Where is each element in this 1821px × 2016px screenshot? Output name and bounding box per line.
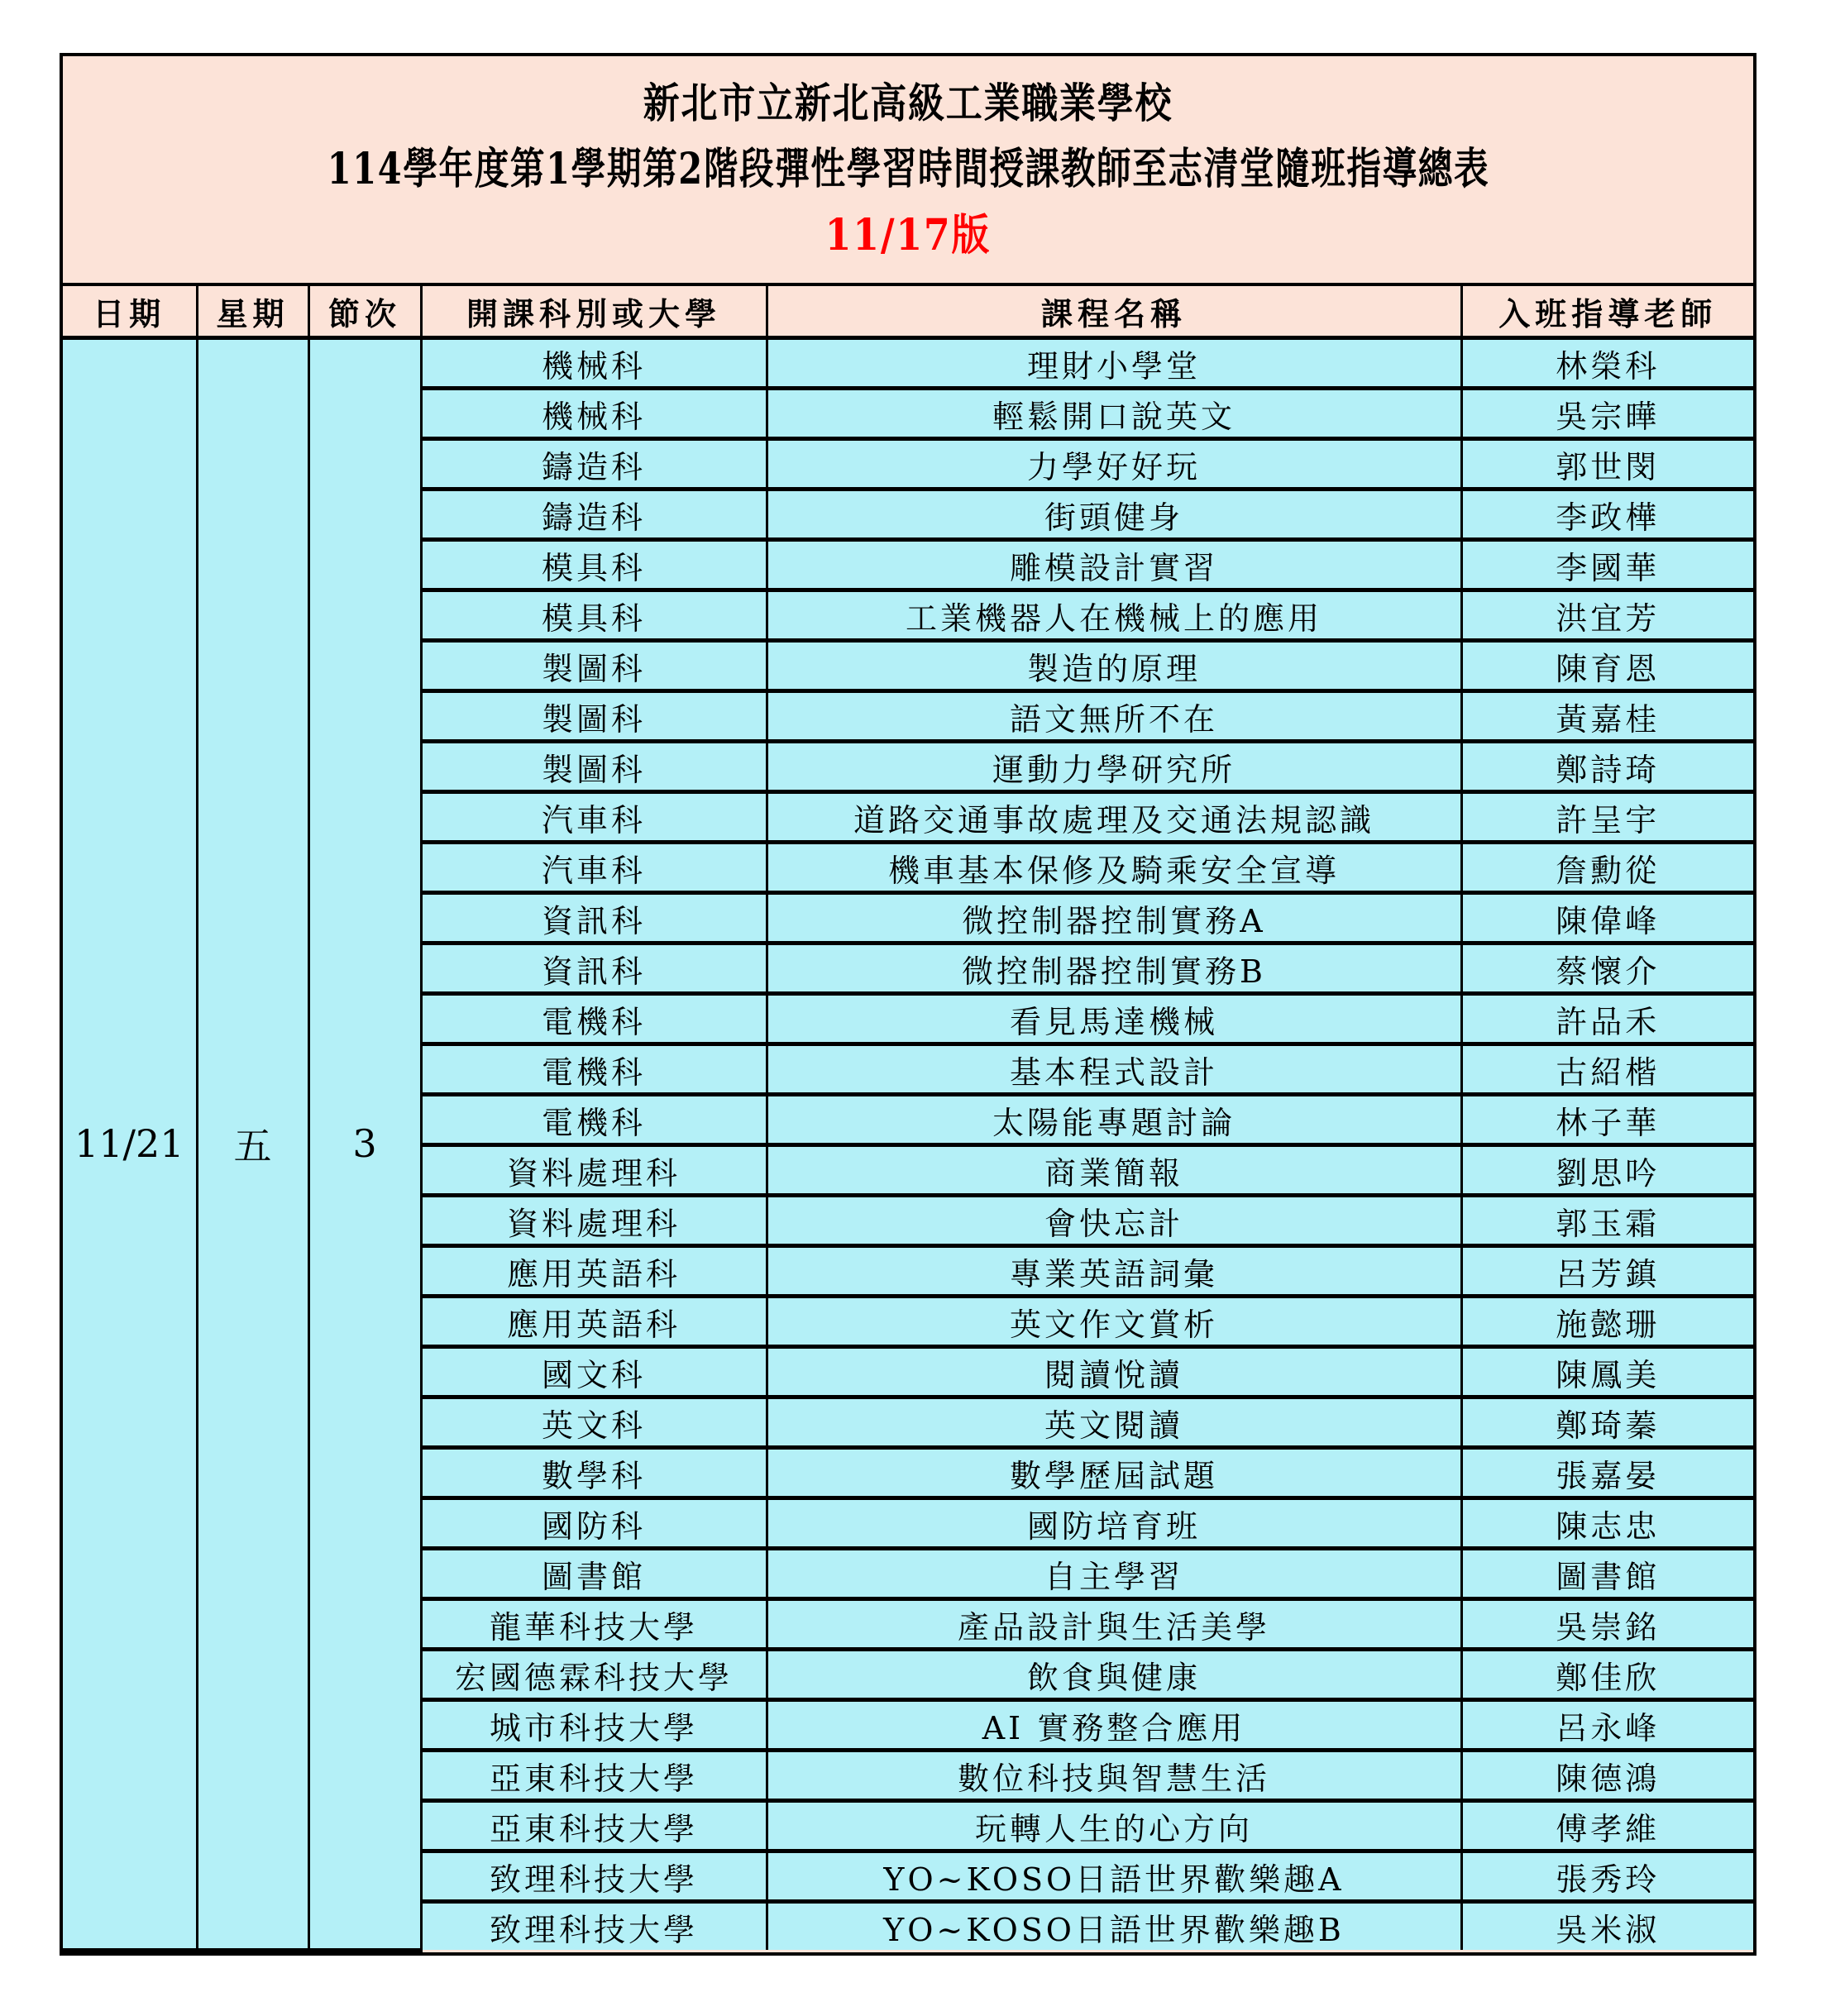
course-cell: 英文閱讀 xyxy=(767,1397,1461,1448)
department-cell: 應用英語科 xyxy=(421,1297,767,1347)
department-cell: 電機科 xyxy=(421,1044,767,1095)
teacher-cell: 施懿珊 xyxy=(1461,1297,1753,1347)
department-cell: 鑄造科 xyxy=(421,439,767,490)
teacher-cell: 吳宗曄 xyxy=(1461,389,1753,439)
table-row xyxy=(63,338,1753,389)
column-header-date: 日期 xyxy=(63,286,197,338)
department-cell: 模具科 xyxy=(421,590,767,641)
course-cell: 英文作文賞析 xyxy=(767,1297,1461,1347)
teacher-cell: 呂永峰 xyxy=(1461,1700,1753,1751)
teacher-cell: 林榮科 xyxy=(1461,338,1753,389)
department-cell: 機械科 xyxy=(421,338,767,389)
course-cell: 製造的原理 xyxy=(767,641,1461,691)
department-cell: 模具科 xyxy=(421,540,767,590)
course-cell: 力學好好玩 xyxy=(767,439,1461,490)
course-cell: 產品設計與生活美學 xyxy=(767,1599,1461,1650)
department-cell: 致理科技大學 xyxy=(421,1902,767,1951)
teacher-cell: 李政樺 xyxy=(1461,490,1753,540)
department-cell: 亞東科技大學 xyxy=(421,1801,767,1851)
department-cell: 汽車科 xyxy=(421,843,767,893)
department-cell: 資訊科 xyxy=(421,893,767,944)
department-cell: 數學科 xyxy=(421,1448,767,1498)
teacher-cell: 吳崇銘 xyxy=(1461,1599,1753,1650)
course-cell: 語文無所不在 xyxy=(767,691,1461,742)
teacher-cell: 許品禾 xyxy=(1461,994,1753,1044)
teacher-cell: 陳德鴻 xyxy=(1461,1751,1753,1801)
school-name: 新北市立新北高級工業職業學校 xyxy=(643,79,1173,127)
schedule-body xyxy=(63,338,1753,1951)
schedule-sheet xyxy=(60,53,1756,1956)
department-cell: 資料處理科 xyxy=(421,1196,767,1246)
course-cell: 理財小學堂 xyxy=(767,338,1461,389)
course-cell: 工業機器人在機械上的應用 xyxy=(767,590,1461,641)
teacher-cell: 蔡懷介 xyxy=(1461,944,1753,994)
teacher-cell: 陳志忠 xyxy=(1461,1498,1753,1549)
column-header-course: 課程名稱 xyxy=(767,286,1461,338)
teacher-cell: 張秀玲 xyxy=(1461,1851,1753,1902)
course-cell: 街頭健身 xyxy=(767,490,1461,540)
department-cell: 城市科技大學 xyxy=(421,1700,767,1751)
department-cell: 亞東科技大學 xyxy=(421,1751,767,1801)
course-cell: 玩轉人生的心方向 xyxy=(767,1801,1461,1851)
column-header-department: 開課科別或大學 xyxy=(421,286,767,338)
course-cell: YO~KOSO日語世界歡樂趣B xyxy=(767,1902,1461,1951)
department-cell: 資訊科 xyxy=(421,944,767,994)
teacher-cell: 郭玉霜 xyxy=(1461,1196,1753,1246)
schedule-table xyxy=(63,286,1753,1952)
column-header-row xyxy=(63,286,1753,338)
teacher-cell: 張嘉晏 xyxy=(1461,1448,1753,1498)
department-cell: 龍華科技大學 xyxy=(421,1599,767,1650)
course-cell: 專業英語詞彙 xyxy=(767,1246,1461,1297)
title-block xyxy=(63,56,1753,286)
course-cell: 數位科技與智慧生活 xyxy=(767,1751,1461,1801)
department-cell: 製圖科 xyxy=(421,691,767,742)
session-weekday: 五 xyxy=(197,338,308,1951)
department-cell: 致理科技大學 xyxy=(421,1851,767,1902)
department-cell: 電機科 xyxy=(421,1095,767,1145)
department-cell: 製圖科 xyxy=(421,641,767,691)
teacher-cell: 圖書館 xyxy=(1461,1549,1753,1599)
teacher-cell: 黃嘉桂 xyxy=(1461,691,1753,742)
course-cell: 看見馬達機械 xyxy=(767,994,1461,1044)
course-cell: 基本程式設計 xyxy=(767,1044,1461,1095)
teacher-cell: 鄭佳欣 xyxy=(1461,1650,1753,1700)
teacher-cell: 傅孝維 xyxy=(1461,1801,1753,1851)
department-cell: 國防科 xyxy=(421,1498,767,1549)
teacher-cell: 陳鳳美 xyxy=(1461,1347,1753,1397)
department-cell: 圖書館 xyxy=(421,1549,767,1599)
course-cell: 飲食與健康 xyxy=(767,1650,1461,1700)
teacher-cell: 許呈宇 xyxy=(1461,792,1753,843)
course-cell: 閱讀悅讀 xyxy=(767,1347,1461,1397)
teacher-cell: 鄭詩琦 xyxy=(1461,742,1753,792)
teacher-cell: 郭世閔 xyxy=(1461,439,1753,490)
course-cell: AI 實務整合應用 xyxy=(767,1700,1461,1751)
teacher-cell: 劉思吟 xyxy=(1461,1145,1753,1196)
department-cell: 機械科 xyxy=(421,389,767,439)
course-cell: 微控制器控制實務A xyxy=(767,893,1461,944)
department-cell: 國文科 xyxy=(421,1347,767,1397)
department-cell: 鑄造科 xyxy=(421,490,767,540)
teacher-cell: 洪宜芳 xyxy=(1461,590,1753,641)
column-header-teacher: 入班指導老師 xyxy=(1461,286,1753,338)
course-cell: 輕鬆開口說英文 xyxy=(767,389,1461,439)
teacher-cell: 古紹楷 xyxy=(1461,1044,1753,1095)
version-label: 11/17版 xyxy=(824,210,992,260)
course-cell: 太陽能專題討論 xyxy=(767,1095,1461,1145)
teacher-cell: 鄭琦蓁 xyxy=(1461,1397,1753,1448)
teacher-cell: 詹勳從 xyxy=(1461,843,1753,893)
session-period: 3 xyxy=(308,338,421,1951)
course-cell: 會快忘計 xyxy=(767,1196,1461,1246)
course-cell: 自主學習 xyxy=(767,1549,1461,1599)
course-cell: 商業簡報 xyxy=(767,1145,1461,1196)
teacher-cell: 林子華 xyxy=(1461,1095,1753,1145)
course-cell: 運動力學研究所 xyxy=(767,742,1461,792)
course-cell: 微控制器控制實務B xyxy=(767,944,1461,994)
course-cell: 道路交通事故處理及交通法規認識 xyxy=(767,792,1461,843)
document-title: 114學年度第1學期第2階段彈性學習時間授課教師至志清堂隨班指導總表 xyxy=(327,144,1489,194)
course-cell: 機車基本保修及騎乘安全宣導 xyxy=(767,843,1461,893)
department-cell: 應用英語科 xyxy=(421,1246,767,1297)
department-cell: 電機科 xyxy=(421,994,767,1044)
department-cell: 資料處理科 xyxy=(421,1145,767,1196)
teacher-cell: 陳偉峰 xyxy=(1461,893,1753,944)
course-cell: 雕模設計實習 xyxy=(767,540,1461,590)
course-cell: 數學歷屆試題 xyxy=(767,1448,1461,1498)
department-cell: 製圖科 xyxy=(421,742,767,792)
department-cell: 宏國德霖科技大學 xyxy=(421,1650,767,1700)
course-cell: YO~KOSO日語世界歡樂趣A xyxy=(767,1851,1461,1902)
teacher-cell: 呂芳鎮 xyxy=(1461,1246,1753,1297)
column-header-weekday: 星期 xyxy=(197,286,308,338)
column-header-period: 節次 xyxy=(308,286,421,338)
teacher-cell: 吳米淑 xyxy=(1461,1902,1753,1951)
course-cell: 國防培育班 xyxy=(767,1498,1461,1549)
department-cell: 汽車科 xyxy=(421,792,767,843)
teacher-cell: 李國華 xyxy=(1461,540,1753,590)
department-cell: 英文科 xyxy=(421,1397,767,1448)
session-date: 11/21 xyxy=(63,338,197,1951)
teacher-cell: 陳育恩 xyxy=(1461,641,1753,691)
